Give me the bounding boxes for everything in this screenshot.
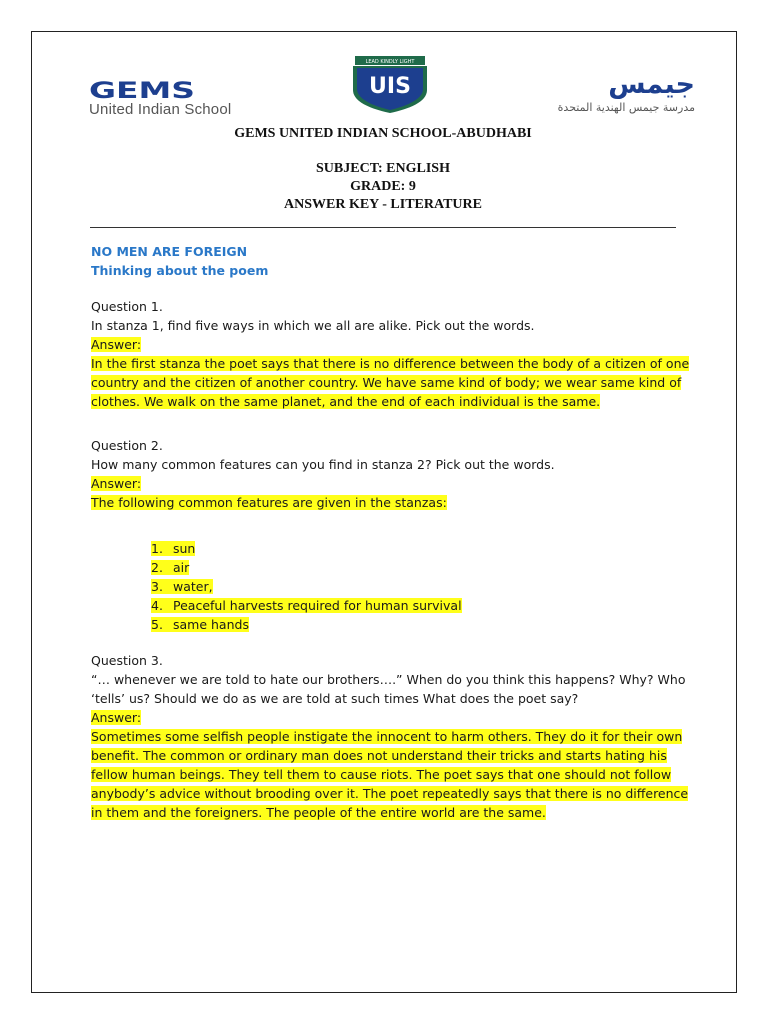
uis-motto: LEAD KINDLY LIGHT xyxy=(365,59,415,65)
q3-answer-line: Sometimes some selfish people instigate the innocent to harm others. They do it for their own xyxy=(91,729,683,744)
list-item: 4. Peaceful harvests required for human survival xyxy=(151,598,462,613)
list-item: 2. air xyxy=(151,560,190,575)
gems-logo xyxy=(89,80,279,118)
list-item: 1. sun xyxy=(151,541,196,556)
q1-label: Question 1. xyxy=(91,299,163,314)
gems-wordmark xyxy=(89,80,199,100)
title-divider xyxy=(90,227,676,228)
document-title: ANSWER KEY - LITERATURE xyxy=(284,197,482,212)
q3-answer-line: benefit. The common or ordinary man does not understand their tricks and starts hating his xyxy=(91,748,667,763)
uis-mark: UIS xyxy=(369,74,411,99)
q3-answer-line: in them and the foreigners. The people of the entire world are the same. xyxy=(91,805,546,820)
q3-answer-line: anybody’s advice without brooding over it. The poet repeatedly says that there is no difference xyxy=(91,786,689,801)
poem-title: NO MEN ARE FOREIGN xyxy=(91,244,248,259)
q2-intro: The following common features are given in the stanzas: xyxy=(91,495,447,510)
q2-label: Question 2. xyxy=(91,438,163,453)
list-item: 5. same hands xyxy=(151,617,249,632)
school-title: GEMS UNITED INDIAN SCHOOL-ABUDHABI xyxy=(234,126,532,141)
q1-question: In stanza 1, find five ways in which we all are alike. Pick out the words. xyxy=(91,318,535,333)
q1-answer-line: country and the citizen of another country. We have same kind of body; we wear same kind of xyxy=(91,375,682,390)
q3-label: Question 3. xyxy=(91,653,163,668)
q1-answer-label: Answer: xyxy=(91,337,142,352)
arabic-school-name: مدرسة جيمس الهندية المتحدة xyxy=(557,101,695,114)
q3-question-line: “… whenever we are told to hate our brothers….” When do you think this happens? Why? Who xyxy=(91,672,686,687)
q3-question-line: ‘tells’ us? Should we do as we are told at such times What does the poet say? xyxy=(91,691,579,706)
q3-answer-line: fellow human beings. They tell them to cause riots. The poet says that one should not follow xyxy=(91,767,672,782)
q1-answer-line: In the first stanza the poet says that there is no difference between the body of a citizen of one xyxy=(91,356,690,371)
section-subtitle: Thinking about the poem xyxy=(91,263,269,278)
gems-word: GEMS xyxy=(89,80,195,100)
uis-shield-logo xyxy=(351,56,429,114)
gems-subtitle: United Indian School xyxy=(89,101,232,118)
q3-answer-label: Answer: xyxy=(91,710,142,725)
q1-answer-line: clothes. We walk on the same planet, and the end of each individual is the same. xyxy=(91,394,601,409)
features-list xyxy=(151,539,462,634)
q2-question: How many common features can you find in stanza 2? Pick out the words. xyxy=(91,457,555,472)
q2-answer-label: Answer: xyxy=(91,476,142,491)
arabic-logo xyxy=(505,70,695,114)
list-item: 3. water, xyxy=(151,579,213,594)
subject-line: SUBJECT: ENGLISH xyxy=(316,161,450,176)
grade-line: GRADE: 9 xyxy=(350,179,416,194)
arabic-name: جيمس xyxy=(608,69,695,100)
